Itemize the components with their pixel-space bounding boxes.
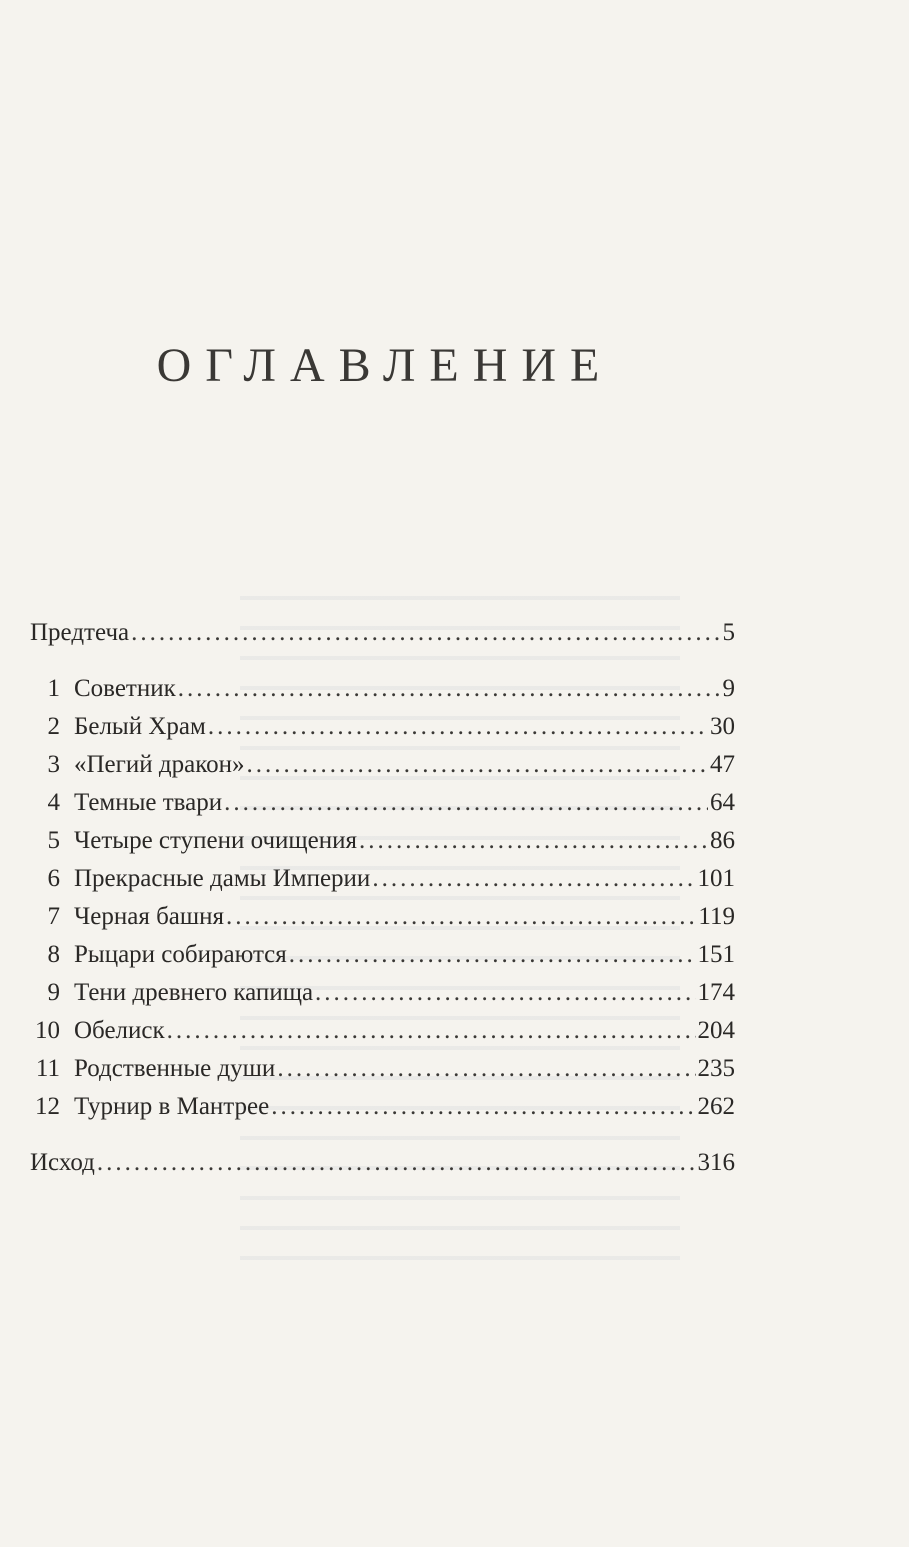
toc-entry-page: 151 bbox=[697, 941, 735, 968]
toc-entry-page: 9 bbox=[722, 675, 735, 702]
toc-entry-title: Исход bbox=[30, 1149, 95, 1176]
toc-entry-chapter[interactable] bbox=[30, 1088, 735, 1126]
chapter-number: 7 bbox=[47, 903, 60, 930]
chapter-number: 9 bbox=[47, 979, 60, 1006]
toc-entry-page: 262 bbox=[697, 1093, 735, 1120]
toc-entry-chapter[interactable] bbox=[30, 974, 735, 1012]
leader-dots bbox=[271, 1088, 695, 1126]
leader-dots bbox=[224, 784, 708, 822]
toc-entry-intro[interactable] bbox=[30, 614, 735, 652]
toc-entry-title: Обелиск bbox=[74, 1017, 165, 1044]
chapter-number: 8 bbox=[47, 941, 60, 968]
leader-dots bbox=[97, 1144, 696, 1182]
chapter-number: 2 bbox=[47, 713, 60, 740]
toc-entry-chapter[interactable] bbox=[30, 708, 735, 746]
toc-entry-page: 64 bbox=[710, 789, 735, 816]
toc-entry-title: Родственные души bbox=[74, 1055, 276, 1082]
toc-entry-title: Белый Храм bbox=[74, 713, 206, 740]
toc-entry-chapter[interactable] bbox=[30, 898, 735, 936]
page-title: ОГЛАВЛЕНИЕ bbox=[156, 339, 614, 392]
toc-entry-title: Четыре ступени очищения bbox=[74, 827, 357, 854]
toc-entry-title: Советник bbox=[74, 675, 176, 702]
leader-dots bbox=[226, 898, 696, 936]
leader-dots bbox=[246, 746, 708, 784]
toc-entry-page: 204 bbox=[697, 1017, 735, 1044]
leader-dots bbox=[289, 936, 696, 974]
table-of-contents bbox=[30, 614, 735, 1182]
leader-dots bbox=[372, 860, 695, 898]
toc-entry-chapter[interactable] bbox=[30, 860, 735, 898]
chapter-number: 5 bbox=[47, 827, 60, 854]
toc-entry-chapter[interactable] bbox=[30, 746, 735, 784]
leader-dots bbox=[178, 670, 721, 708]
leader-dots bbox=[315, 974, 695, 1012]
toc-entry-page: 30 bbox=[710, 713, 735, 740]
leader-dots bbox=[167, 1012, 696, 1050]
spacer bbox=[30, 1126, 735, 1144]
chapter-number: 6 bbox=[47, 865, 60, 892]
toc-entry-page: 316 bbox=[697, 1149, 735, 1176]
spacer bbox=[30, 652, 735, 670]
toc-entry-title: Рыцари собираются bbox=[74, 941, 287, 968]
toc-entry-title: Предтеча bbox=[30, 619, 130, 646]
chapter-list bbox=[30, 670, 735, 1126]
leader-dots bbox=[131, 614, 720, 652]
leader-dots bbox=[359, 822, 708, 860]
toc-entry-chapter[interactable] bbox=[30, 670, 735, 708]
toc-entry-page: 5 bbox=[722, 619, 735, 646]
chapter-number: 10 bbox=[35, 1017, 60, 1044]
toc-entry-chapter[interactable] bbox=[30, 784, 735, 822]
toc-entry-title: Прекрасные дамы Империи bbox=[74, 865, 371, 892]
toc-entry-chapter[interactable] bbox=[30, 1050, 735, 1088]
chapter-number: 11 bbox=[35, 1055, 60, 1082]
toc-entry-page: 235 bbox=[697, 1055, 735, 1082]
toc-entry-chapter[interactable] bbox=[30, 1012, 735, 1050]
toc-entry-title: «Пегий дракон» bbox=[74, 751, 245, 778]
chapter-number: 1 bbox=[47, 675, 60, 702]
toc-entry-page: 86 bbox=[710, 827, 735, 854]
chapter-number: 4 bbox=[47, 789, 60, 816]
toc-entry-title: Темные твари bbox=[74, 789, 223, 816]
toc-entry-page: 174 bbox=[697, 979, 735, 1006]
leader-dots bbox=[208, 708, 708, 746]
toc-entry-page: 119 bbox=[698, 903, 735, 930]
toc-entry-page: 101 bbox=[697, 865, 735, 892]
toc-entry-chapter[interactable] bbox=[30, 936, 735, 974]
chapter-number: 12 bbox=[35, 1093, 60, 1120]
leader-dots bbox=[277, 1050, 695, 1088]
toc-entry-outro[interactable] bbox=[30, 1144, 735, 1182]
toc-entry-page: 47 bbox=[710, 751, 735, 778]
chapter-number: 3 bbox=[47, 751, 60, 778]
toc-entry-title: Турнир в Мантрее bbox=[74, 1093, 270, 1120]
toc-entry-title: Тени древнего капища bbox=[74, 979, 314, 1006]
toc-entry-title: Черная башня bbox=[74, 903, 225, 930]
toc-entry-chapter[interactable] bbox=[30, 822, 735, 860]
